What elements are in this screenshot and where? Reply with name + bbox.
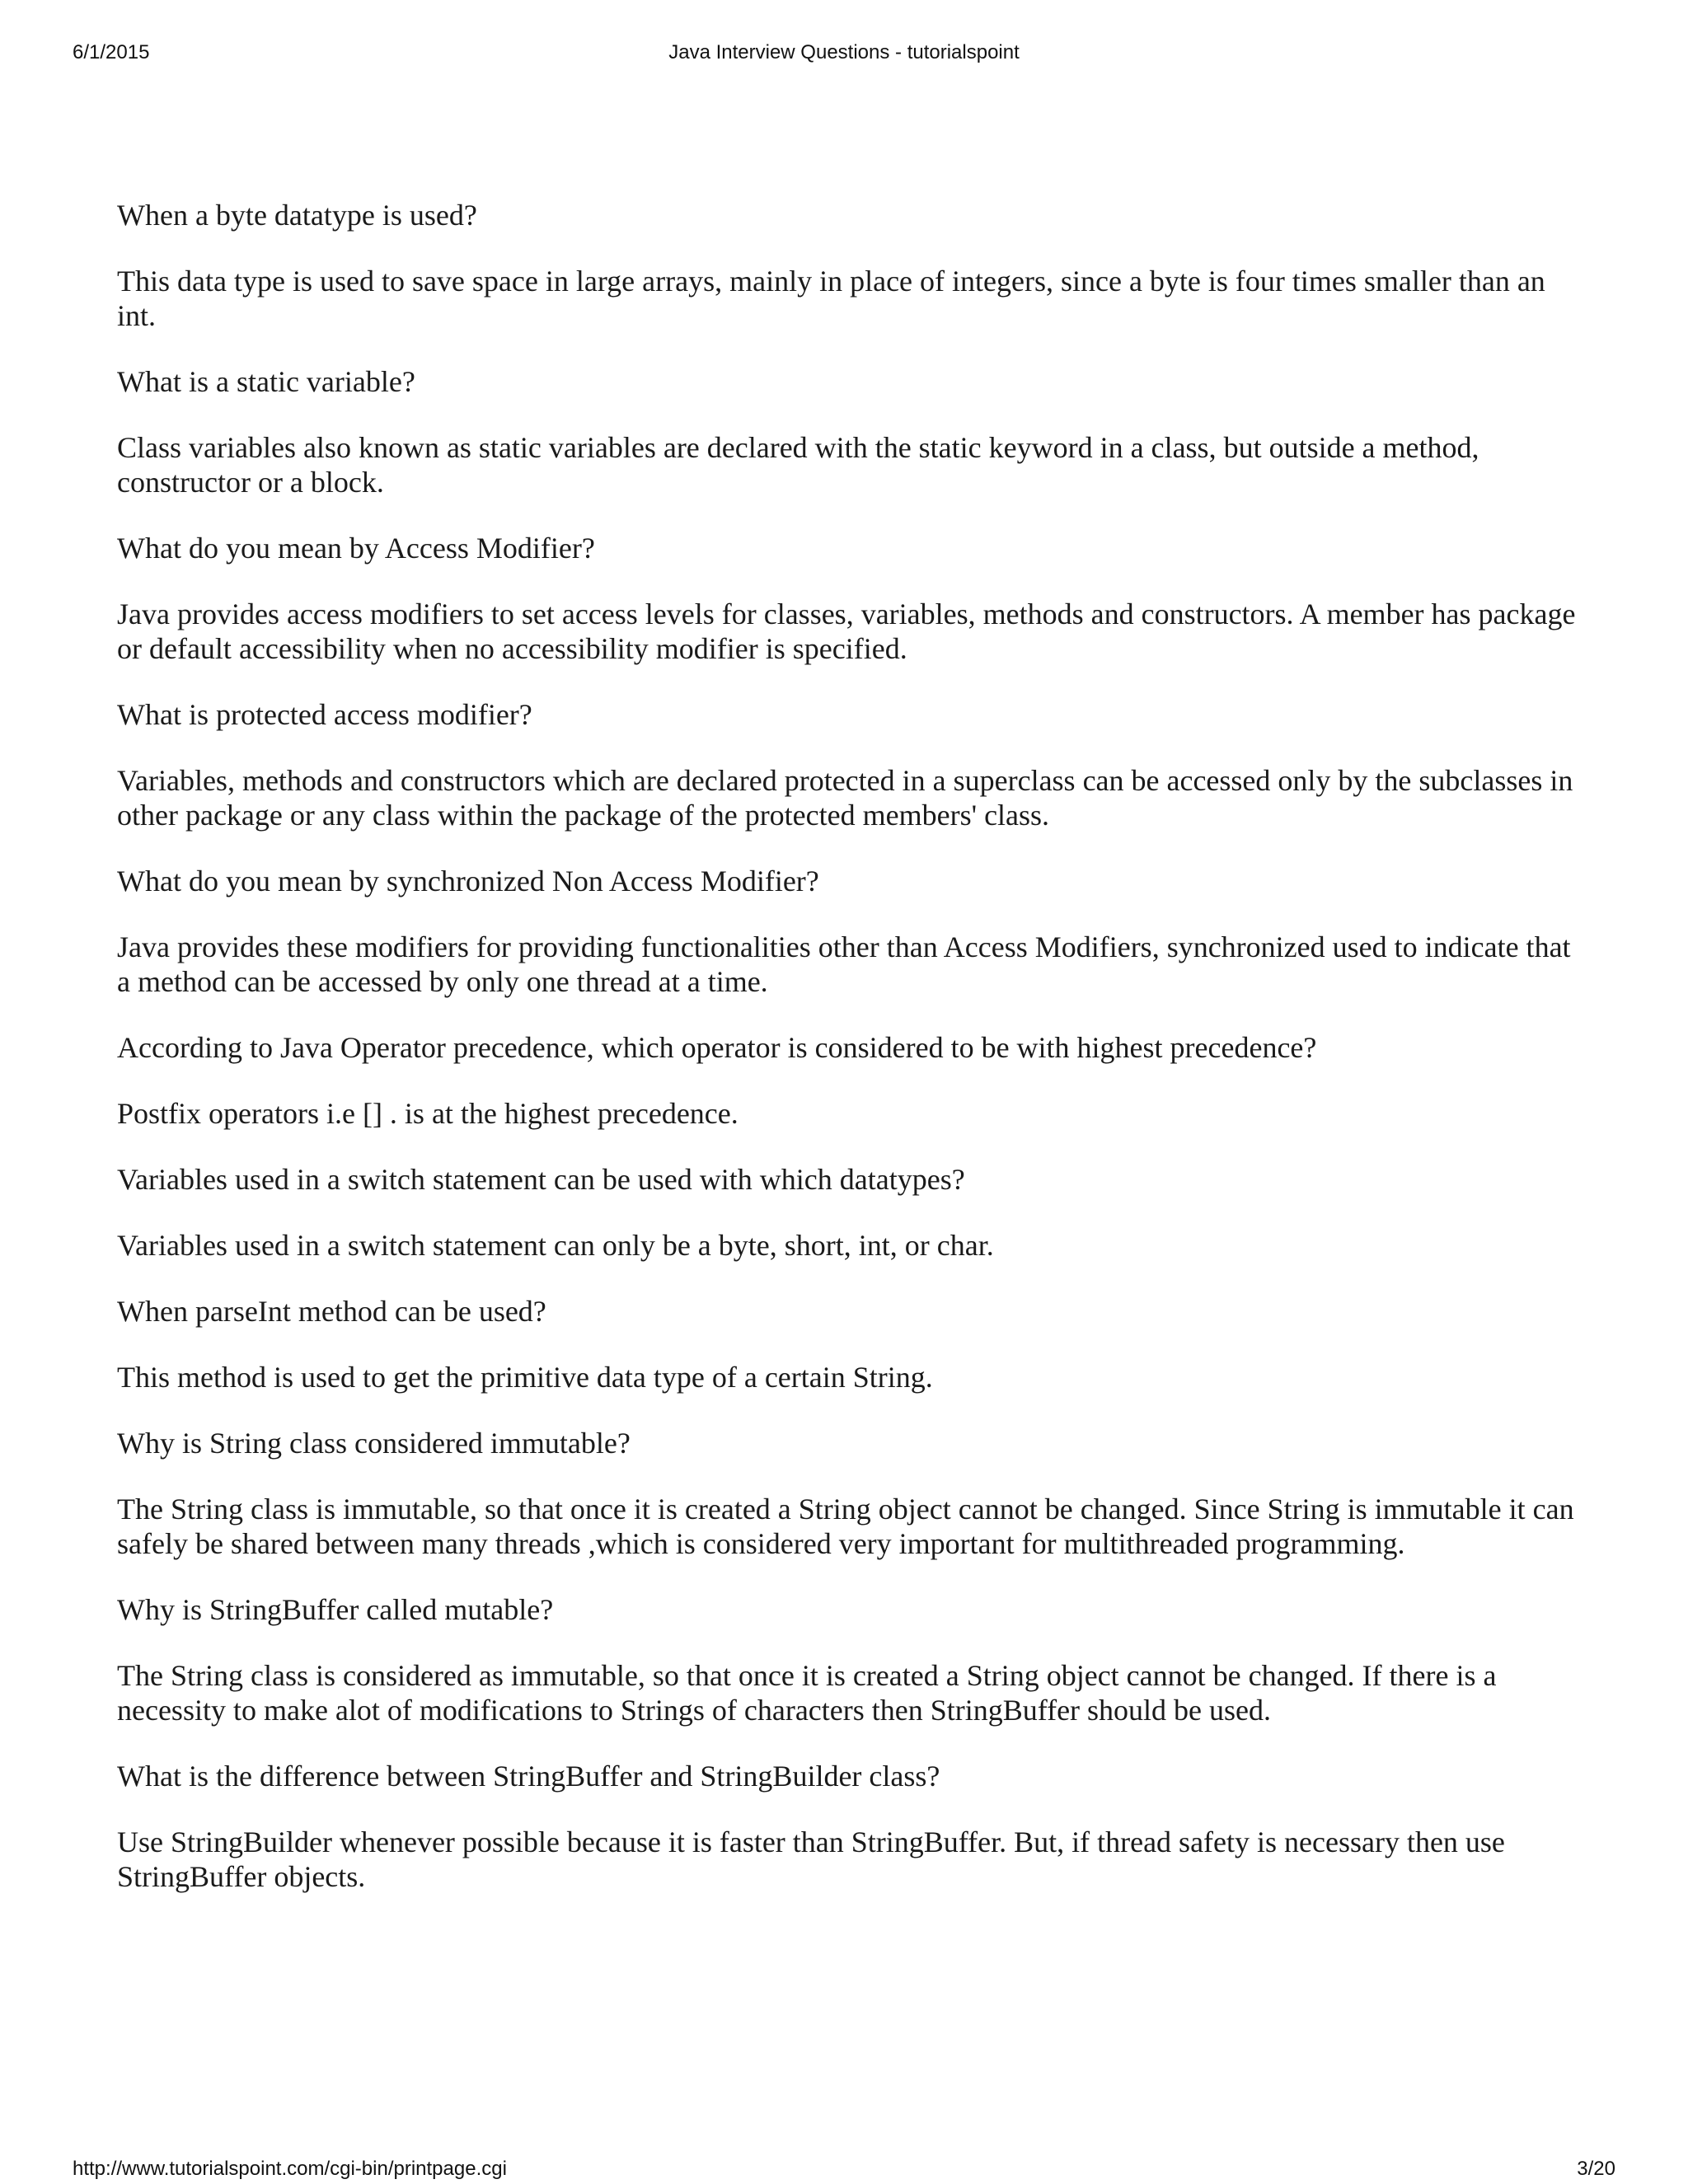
answer: This data type is used to save space in large arrays, mainly in place of integers, since a byte is four times smaller than an int. xyxy=(117,265,1545,332)
qa-item xyxy=(117,364,1584,499)
question: What is protected access modifier? xyxy=(117,698,532,731)
question: Why is StringBuffer called mutable? xyxy=(117,1593,554,1626)
question: What is the difference between StringBuffer and StringBuilder class? xyxy=(117,1760,940,1793)
question: According to Java Operator precedence, which operator is considered to be with highest precedence? xyxy=(117,1031,1317,1064)
qa-item xyxy=(117,1592,1584,1727)
answer: This method is used to get the primitive data type of a certain String. xyxy=(117,1361,933,1394)
qa-item xyxy=(117,1294,1584,1394)
answer: Use StringBuilder whenever possible because it is faster than StringBuffer. But, if thread safety is necessary then use StringBuffer objects. xyxy=(117,1825,1505,1893)
qa-item xyxy=(117,1162,1584,1263)
qa-item xyxy=(117,1030,1584,1131)
answer: Java provides these modifiers for providing functionalities other than Access Modifiers, synchronized used to indicate that a method can be accessed by only one thread at a time. xyxy=(117,930,1571,998)
document-body xyxy=(117,198,1584,1925)
answer: Variables, methods and constructors which are declared protected in a superclass can be accessed only by the subclasses in other package or any class within the package of the protected members' class. xyxy=(117,764,1573,832)
question: When a byte datatype is used? xyxy=(117,199,477,232)
question: What do you mean by synchronized Non Access Modifier? xyxy=(117,865,819,898)
qa-item xyxy=(117,1759,1584,1894)
question: Why is String class considered immutable? xyxy=(117,1427,631,1460)
print-footer xyxy=(0,2158,1688,2182)
qa-item xyxy=(117,198,1584,333)
page-number: 3/20 xyxy=(1577,2158,1615,2180)
question: What do you mean by Access Modifier? xyxy=(117,532,595,565)
qa-item xyxy=(117,864,1584,999)
print-url: http://www.tutorialspoint.com/cgi-bin/printpage.cgi xyxy=(73,2158,507,2180)
answer: Class variables also known as static variables are declared with the static keyword in a class, but outside a method, constructor or a block. xyxy=(117,431,1479,499)
answer: Variables used in a switch statement can only be a byte, short, int, or char. xyxy=(117,1229,994,1262)
question: Variables used in a switch statement can be used with which datatypes? xyxy=(117,1163,965,1196)
answer: The String class is considered as immutable, so that once it is created a String object cannot be changed. If there is a necessity to make alot of modifications to Strings of characters then StringBuffer should be used. xyxy=(117,1659,1497,1727)
qa-item xyxy=(117,1426,1584,1561)
qa-item xyxy=(117,697,1584,832)
qa-item xyxy=(117,531,1584,666)
question: What is a static variable? xyxy=(117,365,415,398)
question: When parseInt method can be used? xyxy=(117,1295,546,1328)
answer: Java provides access modifiers to set access levels for classes, variables, methods and constructors. A member has package or default accessibility when no accessibility modifier is specified. xyxy=(117,598,1576,665)
print-date: 6/1/2015 xyxy=(73,41,150,63)
answer: The String class is immutable, so that once it is created a String object cannot be changed. Since String is immutable it can safely be shared between many threads ,which is considered very important for multithreaded programming. xyxy=(117,1493,1574,1560)
page-title: Java Interview Questions - tutorialspoint xyxy=(668,41,1020,63)
answer: Postfix operators i.e [] . is at the highest precedence. xyxy=(117,1097,738,1130)
print-header xyxy=(0,41,1688,66)
